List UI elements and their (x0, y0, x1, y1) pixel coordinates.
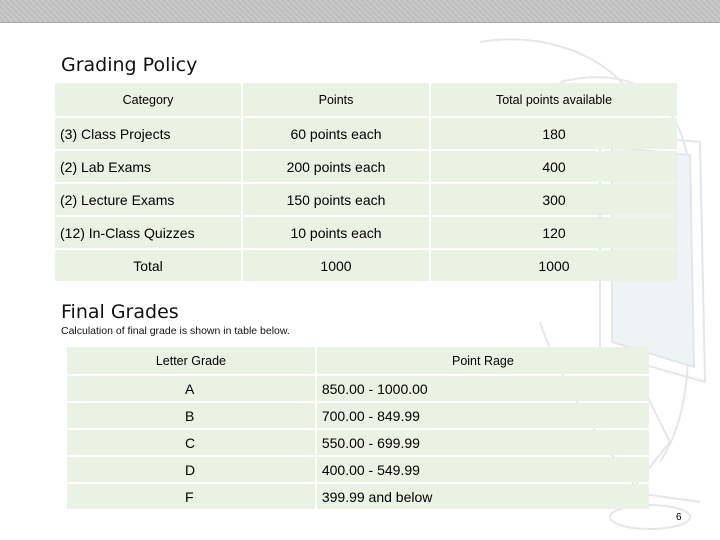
page-number: 6 (676, 512, 682, 523)
table-row (67, 484, 649, 509)
total-available-cell: 1000 (431, 250, 677, 281)
letter-grade-cell: B (67, 403, 315, 428)
column-header-category: Category (55, 83, 241, 116)
table-row (55, 184, 677, 215)
column-header-point-range: Point Rage (317, 347, 649, 374)
column-header-letter-grade: Letter Grade (67, 347, 315, 374)
total-cell: 180 (431, 118, 677, 149)
table-row (55, 217, 677, 248)
points-cell: 200 points each (243, 151, 429, 182)
column-header-points: Points (243, 83, 429, 116)
points-cell: 10 points each (243, 217, 429, 248)
total-cell: 120 (431, 217, 677, 248)
final-grades-table (65, 345, 651, 511)
top-decorative-band (0, 0, 720, 23)
point-range-cell: 399.99 and below (317, 484, 649, 509)
total-points-cell: 1000 (243, 250, 429, 281)
letter-grade-cell: D (67, 457, 315, 482)
category-cell: (2) Lecture Exams (55, 184, 241, 215)
category-cell: (12) In-Class Quizzes (55, 217, 241, 248)
points-cell: 150 points each (243, 184, 429, 215)
table-row (67, 457, 649, 482)
total-cell: 400 (431, 151, 677, 182)
letter-grade-cell: C (67, 430, 315, 455)
total-row (55, 250, 677, 281)
table-header-row (67, 347, 649, 374)
final-grades-title: Final Grades (61, 301, 179, 323)
table-row (55, 118, 677, 149)
table-row (67, 430, 649, 455)
point-range-cell: 550.00 - 699.99 (317, 430, 649, 455)
letter-grade-cell: A (67, 376, 315, 401)
table-row (67, 376, 649, 401)
table-row (67, 403, 649, 428)
point-range-cell: 700.00 - 849.99 (317, 403, 649, 428)
category-cell: (3) Class Projects (55, 118, 241, 149)
point-range-cell: 400.00 - 549.99 (317, 457, 649, 482)
table-header-row (55, 83, 677, 116)
point-range-cell: 850.00 - 1000.00 (317, 376, 649, 401)
table-row (55, 151, 677, 182)
grading-policy-table (53, 81, 679, 283)
points-cell: 60 points each (243, 118, 429, 149)
category-cell: (2) Lab Exams (55, 151, 241, 182)
total-label-cell: Total (55, 250, 241, 281)
total-cell: 300 (431, 184, 677, 215)
final-grades-subtitle: Calculation of final grade is shown in table below. (61, 325, 290, 337)
letter-grade-cell: F (67, 484, 315, 509)
column-header-total-points: Total points available (431, 83, 677, 116)
grading-policy-title: Grading Policy (61, 54, 198, 76)
